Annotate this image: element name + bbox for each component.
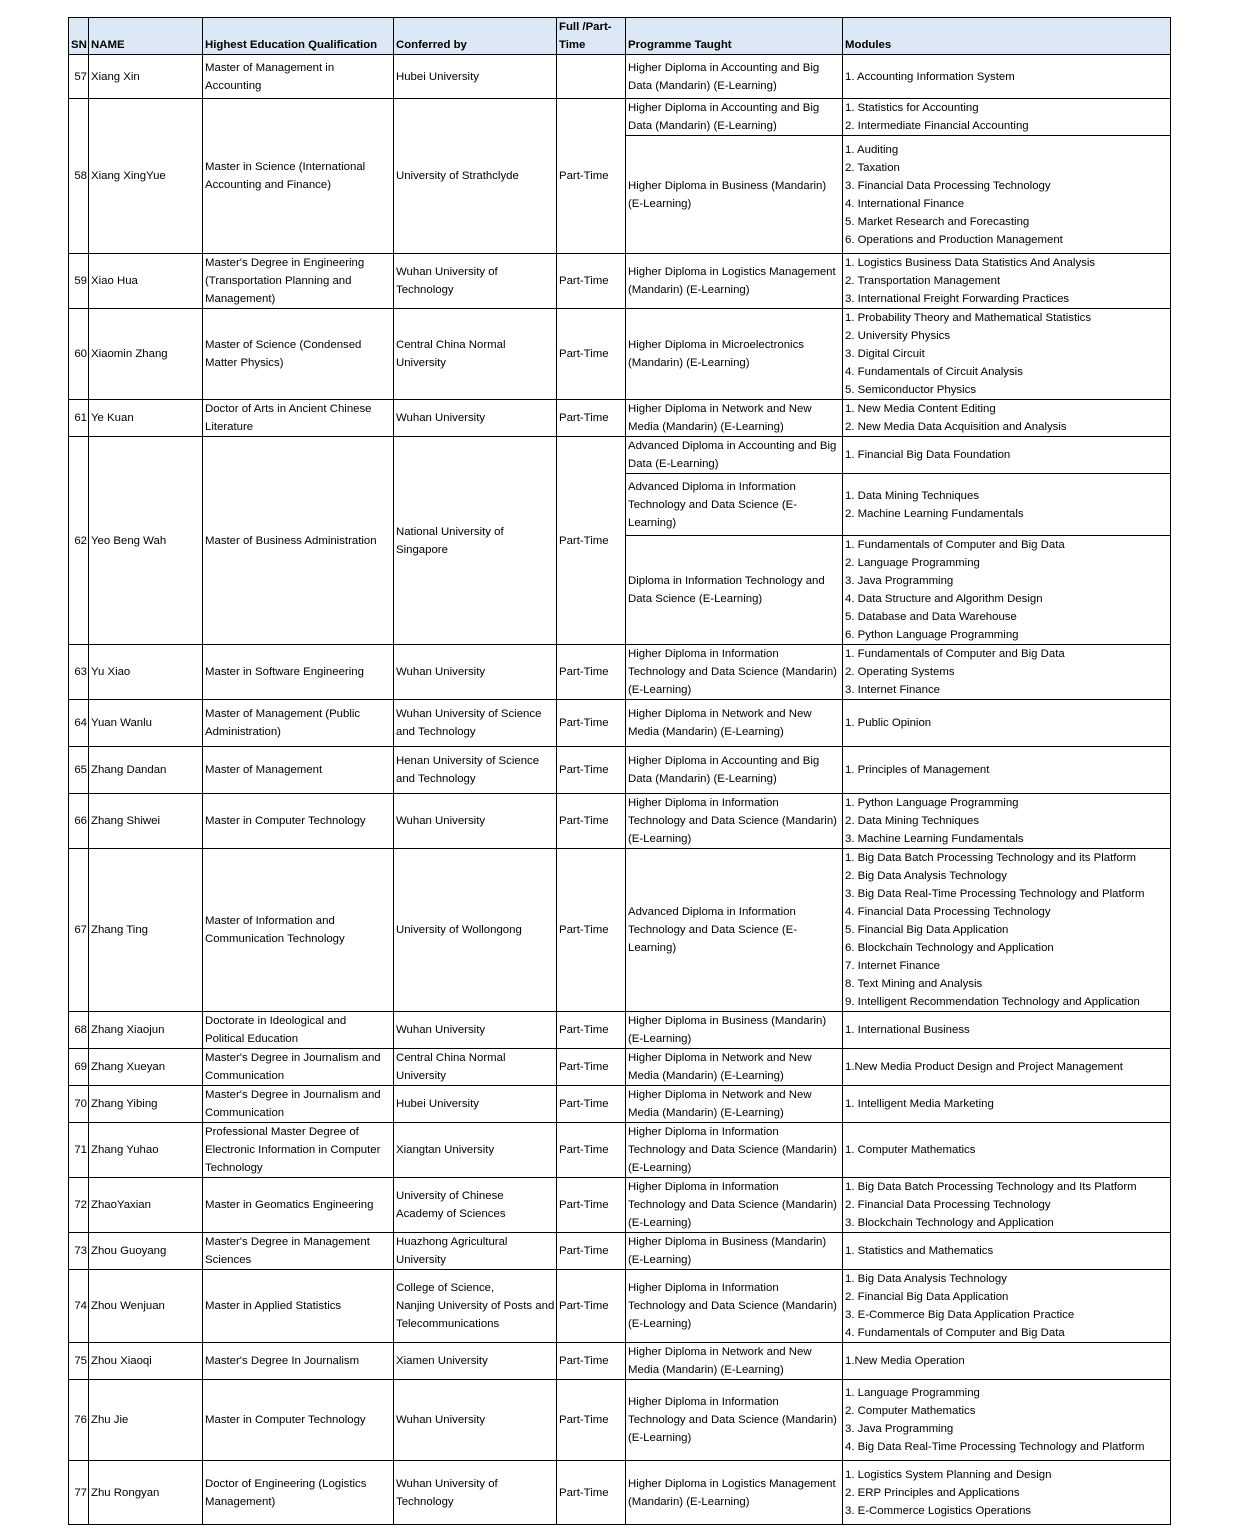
sn-cell: 58 <box>69 99 89 254</box>
programme-cell: Higher Diploma in Network and New Media (Mandarin) (E-Learning) <box>626 1049 843 1086</box>
header-name: NAME <box>89 18 203 55</box>
conferred-by-cell: University of Wollongong <box>394 849 557 1012</box>
mode-cell: Part-Time <box>557 400 626 437</box>
programme-cell: Higher Diploma in Network and New Media (Mandarin) (E-Learning) <box>626 1086 843 1123</box>
mode-cell <box>557 55 626 99</box>
modules-cell: 1. Statistics and Mathematics <box>843 1233 1171 1270</box>
programme-cell: Higher Diploma in Information Technology and Data Science (Mandarin) (E-Learning) <box>626 1270 843 1343</box>
mode-cell: Part-Time <box>557 645 626 700</box>
mode-cell: Part-Time <box>557 99 626 254</box>
qualification-cell: Master of Management (Public Administration) <box>203 700 394 747</box>
qualification-cell: Master of Information and Communication Technology <box>203 849 394 1012</box>
table-row <box>69 1380 1171 1461</box>
header-row <box>69 18 1171 55</box>
qualification-cell: Master of Business Administration <box>203 437 394 645</box>
conferred-by-cell: Henan University of Science and Technology <box>394 747 557 794</box>
sn-cell: 62 <box>69 437 89 645</box>
qualification-cell: Master's Degree In Journalism <box>203 1343 394 1380</box>
table-row <box>69 645 1171 700</box>
conferred-by-cell: Wuhan University <box>394 645 557 700</box>
programme-cell: Higher Diploma in Network and New Media (Mandarin) (E-Learning) <box>626 700 843 747</box>
mode-cell: Part-Time <box>557 309 626 400</box>
header-full-part-time: Full /Part- Time <box>557 18 626 55</box>
table-row <box>69 1012 1171 1049</box>
table-row <box>69 1343 1171 1380</box>
programme-cell: Higher Diploma in Logistics Management (Mandarin) (E-Learning) <box>626 254 843 309</box>
table-row <box>69 1086 1171 1123</box>
sn-cell: 60 <box>69 309 89 400</box>
qualification-cell: Master in Applied Statistics <box>203 1270 394 1343</box>
qualification-cell: Master's Degree in Journalism and Communication <box>203 1049 394 1086</box>
name-cell: Zhou Xiaoqi <box>89 1343 203 1380</box>
sn-cell: 66 <box>69 794 89 849</box>
conferred-by-cell: Hubei University <box>394 1086 557 1123</box>
table-row <box>69 437 1171 474</box>
mode-cell: Part-Time <box>557 1049 626 1086</box>
modules-cell: 1. Big Data Batch Processing Technology and its Platform 2. Big Data Analysis Technology 3. Big Data Real-Time Processing Technology and Platform 4. Financial Data Processing Technology 5. Financial Big Data Application 6. Blockchain Technology and Application 7. Internet Finance 8. Text Mining and Analysis 9. Intelligent Recommendation Technology and Application <box>843 849 1171 1012</box>
sn-cell: 71 <box>69 1123 89 1178</box>
mode-cell: Part-Time <box>557 1178 626 1233</box>
conferred-by-cell: College of Science, Nanjing University of Posts and Telecommunications <box>394 1270 557 1343</box>
mode-cell: Part-Time <box>557 1012 626 1049</box>
modules-cell: 1. Fundamentals of Computer and Big Data 2. Language Programming 3. Java Programming 4. Data Structure and Algorithm Design 5. Database and Data Warehouse 6. Python Language Programming <box>843 536 1171 645</box>
table-row <box>69 1461 1171 1525</box>
name-cell: Zhu Rongyan <box>89 1461 203 1525</box>
modules-cell: 1. Fundamentals of Computer and Big Data 2. Operating Systems 3. Internet Finance <box>843 645 1171 700</box>
qualification-cell: Doctor of Arts in Ancient Chinese Literature <box>203 400 394 437</box>
conferred-by-cell: Wuhan University of Technology <box>394 1461 557 1525</box>
programme-cell: Higher Diploma in Accounting and Big Data (Mandarin) (E-Learning) <box>626 55 843 99</box>
mode-cell: Part-Time <box>557 1086 626 1123</box>
sn-cell: 72 <box>69 1178 89 1233</box>
qualification-cell: Master's Degree in Management Sciences <box>203 1233 394 1270</box>
conferred-by-cell: Wuhan University of Technology <box>394 254 557 309</box>
programme-cell: Higher Diploma in Network and New Media (Mandarin) (E-Learning) <box>626 400 843 437</box>
qualification-cell: Doctorate in Ideological and Political Education <box>203 1012 394 1049</box>
sn-cell: 73 <box>69 1233 89 1270</box>
mode-cell: Part-Time <box>557 437 626 645</box>
sn-cell: 67 <box>69 849 89 1012</box>
table-row <box>69 1270 1171 1343</box>
table-row <box>69 99 1171 136</box>
sn-cell: 57 <box>69 55 89 99</box>
name-cell: Zhang Shiwei <box>89 794 203 849</box>
name-cell: Yeo Beng Wah <box>89 437 203 645</box>
mode-cell: Part-Time <box>557 1461 626 1525</box>
modules-cell: 1. Public Opinion <box>843 700 1171 747</box>
modules-cell: 1. Python Language Programming 2. Data Mining Techniques 3. Machine Learning Fundamentals <box>843 794 1171 849</box>
conferred-by-cell: University of Strathclyde <box>394 99 557 254</box>
programme-cell: Higher Diploma in Accounting and Big Data (Mandarin) (E-Learning) <box>626 99 843 136</box>
programme-cell: Higher Diploma in Information Technology and Data Science (Mandarin) (E-Learning) <box>626 645 843 700</box>
sn-cell: 65 <box>69 747 89 794</box>
modules-cell: 1. Data Mining Techniques 2. Machine Learning Fundamentals <box>843 474 1171 536</box>
conferred-by-cell: Xiangtan University <box>394 1123 557 1178</box>
conferred-by-cell: Wuhan University <box>394 1380 557 1461</box>
name-cell: Xiaomin Zhang <box>89 309 203 400</box>
modules-cell: 1.New Media Product Design and Project Management <box>843 1049 1171 1086</box>
name-cell: ZhaoYaxian <box>89 1178 203 1233</box>
name-cell: Zhang Yibing <box>89 1086 203 1123</box>
table-row <box>69 400 1171 437</box>
qualification-cell: Master in Science (International Accounting and Finance) <box>203 99 394 254</box>
name-cell: Yuan Wanlu <box>89 700 203 747</box>
programme-cell: Higher Diploma in Information Technology and Data Science (Mandarin) (E-Learning) <box>626 1123 843 1178</box>
mode-cell: Part-Time <box>557 849 626 1012</box>
table-row <box>69 55 1171 99</box>
modules-cell: 1. Auditing 2. Taxation 3. Financial Data Processing Technology 4. International Finance 5. Market Research and Forecasting 6. Operations and Production Management <box>843 136 1171 254</box>
programme-cell: Higher Diploma in Business (Mandarin) (E-Learning) <box>626 1012 843 1049</box>
conferred-by-cell: Hubei University <box>394 55 557 99</box>
conferred-by-cell: Wuhan University <box>394 400 557 437</box>
table-row <box>69 747 1171 794</box>
sn-cell: 76 <box>69 1380 89 1461</box>
name-cell: Zhang Yuhao <box>89 1123 203 1178</box>
programme-cell: Higher Diploma in Information Technology and Data Science (Mandarin) (E-Learning) <box>626 1380 843 1461</box>
name-cell: Yu Xiao <box>89 645 203 700</box>
name-cell: Zhou Guoyang <box>89 1233 203 1270</box>
programme-cell: Diploma in Information Technology and Data Science (E-Learning) <box>626 536 843 645</box>
header-qualification: Highest Education Qualification <box>203 18 394 55</box>
table-row <box>69 1049 1171 1086</box>
modules-cell: 1. Big Data Batch Processing Technology and Its Platform 2. Financial Data Processing Technology 3. Blockchain Technology and Application <box>843 1178 1171 1233</box>
qualification-cell: Master's Degree in Engineering (Transportation Planning and Management) <box>203 254 394 309</box>
sn-cell: 61 <box>69 400 89 437</box>
name-cell: Xiao Hua <box>89 254 203 309</box>
qualification-cell: Master's Degree in Journalism and Communication <box>203 1086 394 1123</box>
header-modules: Modules <box>843 18 1171 55</box>
modules-cell: 1. Big Data Analysis Technology 2. Financial Big Data Application 3. E-Commerce Big Data Application Practice 4. Fundamentals of Computer and Big Data <box>843 1270 1171 1343</box>
programme-cell: Higher Diploma in Logistics Management (Mandarin) (E-Learning) <box>626 1461 843 1525</box>
sn-cell: 64 <box>69 700 89 747</box>
programme-cell: Higher Diploma in Business (Mandarin) (E-Learning) <box>626 1233 843 1270</box>
name-cell: Zhang Ting <box>89 849 203 1012</box>
name-cell: Xiang Xin <box>89 55 203 99</box>
modules-cell: 1. Intelligent Media Marketing <box>843 1086 1171 1123</box>
name-cell: Zhang Xiaojun <box>89 1012 203 1049</box>
sn-cell: 77 <box>69 1461 89 1525</box>
name-cell: Ye Kuan <box>89 400 203 437</box>
modules-cell: 1. Principles of Management <box>843 747 1171 794</box>
modules-cell: 1.New Media Operation <box>843 1343 1171 1380</box>
name-cell: Zhang Dandan <box>89 747 203 794</box>
sn-cell: 63 <box>69 645 89 700</box>
header-sn: SN <box>69 18 89 55</box>
conferred-by-cell: Central China Normal University <box>394 1049 557 1086</box>
conferred-by-cell: Wuhan University <box>394 1012 557 1049</box>
qualification-cell: Master of Science (Condensed Matter Physics) <box>203 309 394 400</box>
header-conferred-by: Conferred by <box>394 18 557 55</box>
sn-cell: 75 <box>69 1343 89 1380</box>
mode-cell: Part-Time <box>557 1233 626 1270</box>
modules-cell: 1. Statistics for Accounting 2. Intermediate Financial Accounting <box>843 99 1171 136</box>
mode-cell: Part-Time <box>557 700 626 747</box>
table-row <box>69 794 1171 849</box>
mode-cell: Part-Time <box>557 1343 626 1380</box>
modules-cell: 1. Language Programming 2. Computer Mathematics 3. Java Programming 4. Big Data Real-Time Processing Technology and Platform <box>843 1380 1171 1461</box>
sn-cell: 70 <box>69 1086 89 1123</box>
staff-table <box>68 17 1171 1525</box>
qualification-cell: Master in Software Engineering <box>203 645 394 700</box>
table-row <box>69 254 1171 309</box>
programme-cell: Higher Diploma in Information Technology and Data Science (Mandarin) (E-Learning) <box>626 794 843 849</box>
table-row <box>69 1123 1171 1178</box>
modules-cell: 1. Computer Mathematics <box>843 1123 1171 1178</box>
conferred-by-cell: National University of Singapore <box>394 437 557 645</box>
mode-cell: Part-Time <box>557 1380 626 1461</box>
conferred-by-cell: University of Chinese Academy of Sciences <box>394 1178 557 1233</box>
mode-cell: Part-Time <box>557 794 626 849</box>
modules-cell: 1. Logistics Business Data Statistics And Analysis 2. Transportation Management 3. International Freight Forwarding Practices <box>843 254 1171 309</box>
mode-cell: Part-Time <box>557 1123 626 1178</box>
qualification-cell: Professional Master Degree of Electronic Information in Computer Technology <box>203 1123 394 1178</box>
mode-cell: Part-Time <box>557 254 626 309</box>
modules-cell: 1. Logistics System Planning and Design 2. ERP Principles and Applications 3. E-Commerce Logistics Operations <box>843 1461 1171 1525</box>
qualification-cell: Master in Computer Technology <box>203 794 394 849</box>
sn-cell: 74 <box>69 1270 89 1343</box>
programme-cell: Higher Diploma in Network and New Media (Mandarin) (E-Learning) <box>626 1343 843 1380</box>
name-cell: Zhu Jie <box>89 1380 203 1461</box>
sn-cell: 68 <box>69 1012 89 1049</box>
programme-cell: Higher Diploma in Microelectronics (Mandarin) (E-Learning) <box>626 309 843 400</box>
header-programme: Programme Taught <box>626 18 843 55</box>
qualification-cell: Master in Computer Technology <box>203 1380 394 1461</box>
table-row <box>69 309 1171 400</box>
modules-cell: 1. International Business <box>843 1012 1171 1049</box>
conferred-by-cell: Huazhong Agricultural University <box>394 1233 557 1270</box>
table-row <box>69 849 1171 1012</box>
qualification-cell: Master of Management <box>203 747 394 794</box>
mode-cell: Part-Time <box>557 1270 626 1343</box>
programme-cell: Advanced Diploma in Information Technology and Data Science (E- Learning) <box>626 474 843 536</box>
programme-cell: Higher Diploma in Business (Mandarin) (E-Learning) <box>626 136 843 254</box>
sn-cell: 59 <box>69 254 89 309</box>
table-row <box>69 700 1171 747</box>
table-row <box>69 1233 1171 1270</box>
qualification-cell: Master in Geomatics Engineering <box>203 1178 394 1233</box>
modules-cell: 1. Probability Theory and Mathematical Statistics 2. University Physics 3. Digital Circuit 4. Fundamentals of Circuit Analysis 5. Semiconductor Physics <box>843 309 1171 400</box>
programme-cell: Higher Diploma in Information Technology and Data Science (Mandarin) (E-Learning) <box>626 1178 843 1233</box>
modules-cell: 1. New Media Content Editing 2. New Media Data Acquisition and Analysis <box>843 400 1171 437</box>
programme-cell: Higher Diploma in Accounting and Big Data (Mandarin) (E-Learning) <box>626 747 843 794</box>
modules-cell: 1. Financial Big Data Foundation <box>843 437 1171 474</box>
name-cell: Xiang XingYue <box>89 99 203 254</box>
table-row <box>69 1178 1171 1233</box>
modules-cell: 1. Accounting Information System <box>843 55 1171 99</box>
name-cell: Zhou Wenjuan <box>89 1270 203 1343</box>
programme-cell: Advanced Diploma in Information Technology and Data Science (E- Learning) <box>626 849 843 1012</box>
conferred-by-cell: Central China Normal University <box>394 309 557 400</box>
sn-cell: 69 <box>69 1049 89 1086</box>
qualification-cell: Master of Management in Accounting <box>203 55 394 99</box>
conferred-by-cell: Wuhan University <box>394 794 557 849</box>
conferred-by-cell: Xiamen University <box>394 1343 557 1380</box>
programme-cell: Advanced Diploma in Accounting and Big Data (E-Learning) <box>626 437 843 474</box>
qualification-cell: Doctor of Engineering (Logistics Management) <box>203 1461 394 1525</box>
mode-cell: Part-Time <box>557 747 626 794</box>
name-cell: Zhang Xueyan <box>89 1049 203 1086</box>
conferred-by-cell: Wuhan University of Science and Technology <box>394 700 557 747</box>
